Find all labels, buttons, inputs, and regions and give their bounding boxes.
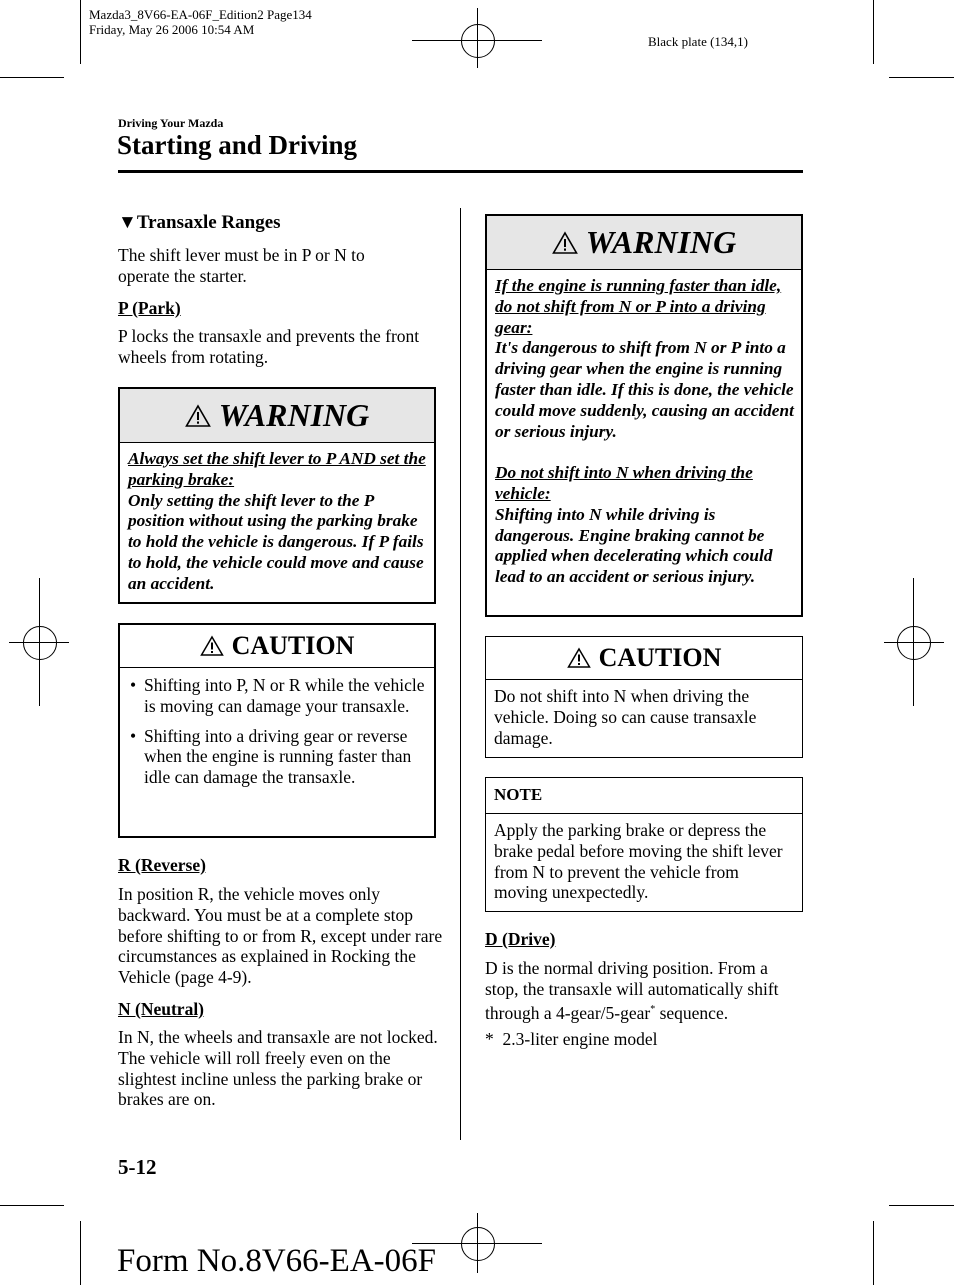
drive-text-end: sequence. [655,1002,729,1023]
section-label: Driving Your Mazda [118,116,224,130]
page-title: Starting and Driving [117,130,358,160]
warning-header [487,216,801,270]
note-box [485,777,803,912]
transaxle-heading [118,212,281,234]
footnote-text: 2.3-liter engine model [502,1029,658,1049]
drive-label: D (Drive) [485,929,556,949]
caution-title: CAUTION [231,631,355,660]
warning-content [128,449,428,595]
caution-bullet-text: Shifting into a driving gear or reverse when the engine is running faster than idle can damage the transaxle. [144,725,412,788]
footnote-ref: * [650,1003,656,1015]
drive-text: D is the normal driving position. From a stop, the transaxle will automatically shift through a 4-gear/5-gear [485,958,779,1023]
plate-label: Black plate (134,1) [648,34,748,49]
crop-mark [889,77,954,78]
crop-mark [80,0,81,64]
note-text: Apply the parking brake or depress the brake pedal before moving the shift lever from N to prevent the vehicle from moving unexpectedly. [494,820,783,903]
warning-content [495,276,795,588]
warning-text: Shifting into N while driving is dangerous. Engine braking cannot be applied when decelerating which could lead to an accident or serious injury. [495,504,773,587]
print-file-name: Mazda3_8V66-EA-06F_Edition2 Page134 [89,7,312,22]
caution-content [122,675,428,788]
footnote-mark: * [485,1029,494,1049]
warning-triangle-icon [552,231,578,255]
crop-mark [873,0,874,64]
crop-mark [80,1221,81,1285]
warning-triangle-icon [185,404,211,428]
caution-bullet: • Shifting into P, N or R while the vehicle is moving can damage your transaxle. [130,675,425,716]
column-divider [460,208,461,1140]
note-header [486,778,802,814]
caution-title: CAUTION [598,643,722,672]
park-paragraph: P locks the transaxle and prevents the front wheels from rotating. [118,326,420,367]
page-number: 5-12 [118,1155,157,1179]
caution-triangle-icon [200,635,224,657]
caution-triangle-icon [567,647,591,669]
note-title: NOTE [494,785,543,804]
warning-box [485,214,803,617]
intro-paragraph: The shift lever must be in P or N to operate the starter. [118,245,365,286]
neutral-paragraph: In N, the wheels and transaxle are not locked. The vehicle will roll freely even on the slightest incline unless the parking brake or brakes are on. [118,1027,438,1110]
heading-text: Transaxle Ranges [136,212,281,233]
caution-header [120,625,434,668]
warning-title: WARNING [585,224,737,260]
drive-paragraph [485,958,803,1023]
park-label: P (Park) [118,298,181,318]
print-file-info [89,7,312,37]
triangle-down-icon: ▼ [118,212,137,233]
warning-lead: Always set the shift lever to P AND set the parking brake: [128,449,426,489]
caution-bullet-text: Shifting into P, N or R while the vehicle is moving can damage your transaxle. [144,675,425,716]
header-rule [118,170,803,173]
crop-mark [0,77,64,78]
caution-box [118,623,436,838]
footnote [485,1029,658,1050]
crop-mark [873,1221,874,1285]
warning-box [118,387,436,604]
caution-header [486,637,802,680]
warning-lead: Do not shift into N when driving the vehicle: [495,463,753,503]
form-number: Form No.8V66-EA-06F [117,1243,436,1279]
caution-bullet: • Shifting into a driving gear or reverse when the engine is running faster than idle can damage the transaxle. [130,725,412,788]
warning-text: It's dangerous to shift from N or P into a driving gear when the engine is running faster than idle. If this is done, the vehicle could move suddenly, causing an accident or serious injury. [495,338,794,441]
crop-mark [889,1205,954,1206]
crop-mark [0,1205,64,1206]
neutral-label: N (Neutral) [118,999,205,1019]
warning-header [120,389,434,443]
reverse-paragraph: In position R, the vehicle moves only backward. You must be at a complete stop before shifting to or from R, except under rare circumstances as explained in Rocking the Vehicle (page 4-9). [118,884,443,988]
warning-text: Only setting the shift lever to the P position without using the parking brake to hold the vehicle is dangerous. If P fails to hold, the vehicle could move and cause an accident. [128,490,424,593]
print-timestamp: Friday, May 26 2006 10:54 AM [89,22,255,37]
caution-box [485,636,803,758]
warning-title: WARNING [218,397,370,433]
caution-text: Do not shift into N when driving the vehicle. Doing so can cause transaxle damage. [494,686,757,748]
warning-lead: If the engine is running faster than idle, do not shift from N or P into a driving gear: [495,276,782,337]
reverse-label: R (Reverse) [118,855,206,875]
